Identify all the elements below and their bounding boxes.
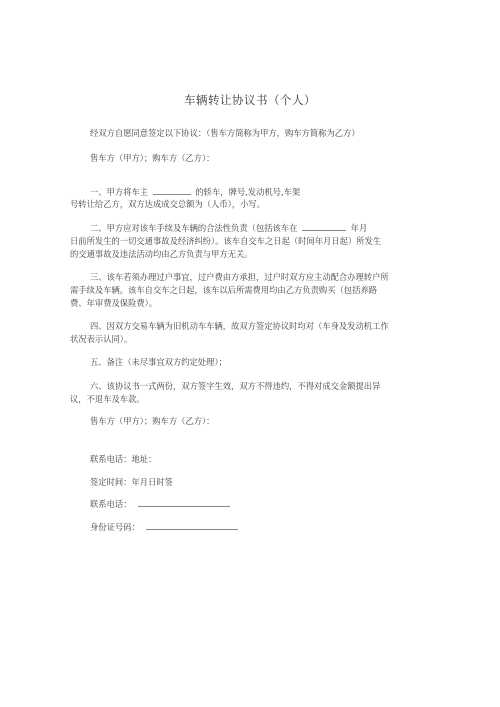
clause-3-line-2: 需手续及车辆。该车自交车之日起，该车以后所需费用均由乙方负责购买（包括养路 bbox=[70, 285, 377, 295]
clause-3-line-1: 三、该车若须办理过户事宜，过户费由方承担，过户时双方应主动配合办理转户所 bbox=[90, 272, 389, 282]
contact-phone-label: 联系电话： bbox=[90, 499, 132, 509]
contact-phone-line bbox=[90, 498, 230, 510]
clause-1-line-1 bbox=[90, 186, 300, 198]
clause-6-line-2: 议，不退车及车款。 bbox=[70, 394, 145, 404]
clause-2-line-2: 日前所发生的一切交通事故及经济纠纷）。该车自交车之日起（时间年月日起）所发生 bbox=[70, 236, 382, 246]
date-blank bbox=[302, 222, 346, 231]
parties-line-top: 售车方（甲方）；购车方（乙方）： bbox=[90, 153, 215, 163]
document-title: 车辆转让协议书（个人） bbox=[184, 93, 316, 107]
clause-2-part-b: 年月 bbox=[350, 223, 368, 233]
contact-address-line: 联系电话：地址： bbox=[90, 454, 157, 464]
contact-phone-blank bbox=[138, 498, 230, 507]
clause-1-line-2: 号转让给乙方，双方达成成交总额为（人币），小写。 bbox=[70, 199, 265, 209]
intro-text: 经双方自愿同意签定以下协议：（售车方简称为甲方，购车方简称为乙方） bbox=[90, 128, 360, 138]
sign-time-line: 签定时间：年月日时签 bbox=[90, 477, 173, 487]
owner-name-blank bbox=[153, 186, 191, 195]
clause-6-line-1: 六、该协议书一式两份，双方签字生效，双方不得违约，不得对成交金额提出异 bbox=[90, 381, 381, 391]
clause-2-part-a: 二、甲方应对该车手续及车辆的合法性负责（包括该车在 bbox=[90, 223, 298, 233]
id-number-label: 身份证号码： bbox=[90, 522, 140, 532]
clause-4-line-2: 状况表示认同）。 bbox=[70, 334, 133, 344]
id-number-line bbox=[90, 521, 238, 533]
clause-2-line-3: 的交通事故及违法活动均由乙方负责与甲方无关。 bbox=[70, 249, 253, 259]
clause-3-line-3: 费、年审费及保险费）。 bbox=[70, 298, 158, 308]
clause-4-line-1: 四、因双方交易车辆为旧机动车车辆，故双方签定协议时均对（车身及发动机工作 bbox=[90, 321, 389, 331]
parties-line-bottom: 售车方（甲方）；购车方（乙方）： bbox=[90, 416, 215, 426]
clause-2-line-1 bbox=[90, 222, 367, 234]
clause-5-line: 五、备注（未尽事宜双方约定处理）； bbox=[90, 357, 227, 367]
id-number-blank bbox=[146, 521, 238, 530]
clause-1-part-a: 一、甲方将车主 bbox=[90, 187, 149, 197]
clause-1-part-b: 的轿车，牌号,发动机号,车架 bbox=[195, 187, 301, 197]
